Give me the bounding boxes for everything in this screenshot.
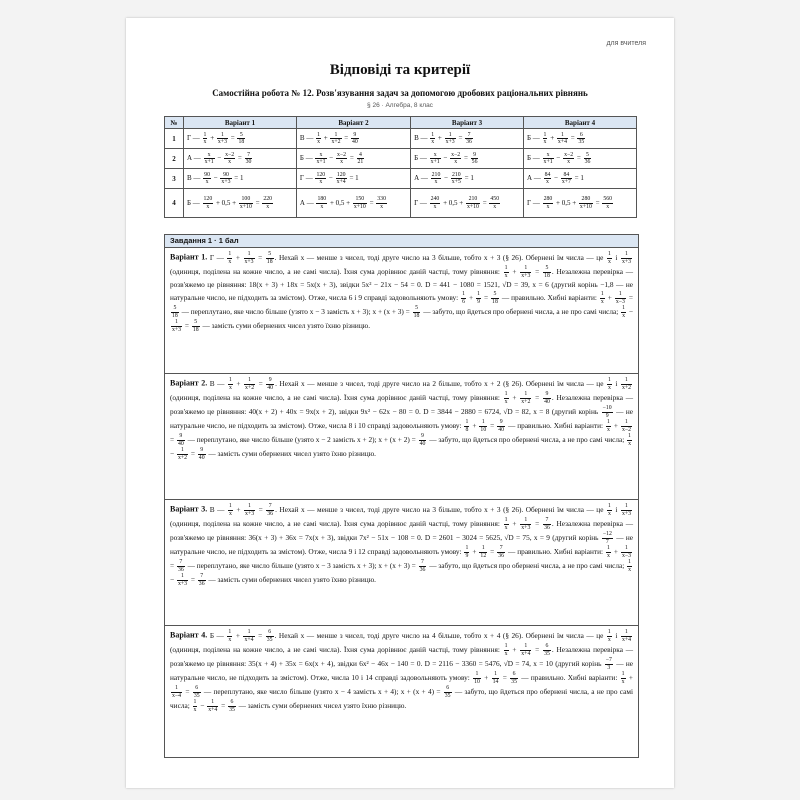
- fraction: $\frac{1}{x}$: [317, 131, 320, 145]
- fraction: $\frac{1}{x}$: [606, 545, 610, 559]
- fraction: $\frac{7}{36}$: [177, 559, 184, 573]
- fraction: $\frac{1}{x}$: [504, 391, 508, 405]
- row-number: 1: [165, 129, 184, 149]
- table-cell: В — $\frac{1}{x}$ + $\frac{1}{x+2}$ = $\frac{9}{40}$: [296, 129, 410, 149]
- fraction: $\frac{6}{35}$: [544, 643, 550, 657]
- fraction: $\frac{x}{x+1}$: [204, 151, 214, 165]
- table-cell: В — $\frac{1}{x}$ + $\frac{1}{x+3}$ = $\frac{7}{36}$: [411, 129, 524, 149]
- variant-label: Варіант 1.: [170, 252, 208, 262]
- fraction: $\frac{1}{x}$: [628, 433, 631, 447]
- fraction: $\frac{5}{18}$: [238, 131, 245, 145]
- fraction: $\frac{-12}{7}$: [602, 531, 612, 545]
- fraction: $\frac{9}{40}$: [498, 419, 505, 433]
- fraction: $\frac{1}{x+2}$: [521, 391, 531, 405]
- fraction: $\frac{1}{x}$: [606, 419, 610, 433]
- fraction: $\frac{1}{x-3}$: [621, 545, 632, 559]
- fraction: $\frac{x-2}{x}$: [336, 151, 347, 165]
- fraction: $\frac{100}{x+10}$: [239, 196, 252, 210]
- fraction: $\frac{220}{x}$: [263, 196, 273, 210]
- fraction: $\frac{1}{9}$: [477, 291, 480, 305]
- fraction: $\frac{5}{18}$: [172, 305, 178, 319]
- row-number: 4: [165, 189, 184, 218]
- fraction: $\frac{1}{x-2}$: [621, 419, 632, 433]
- fraction: $\frac{560}{x}$: [603, 196, 613, 210]
- variant-label: Варіант 3.: [170, 504, 208, 514]
- fraction: $\frac{1}{10}$: [480, 419, 487, 433]
- fraction: $\frac{210}{x}$: [431, 171, 441, 185]
- fraction: $\frac{1}{x-3}$: [615, 291, 625, 305]
- fraction: $\frac{6}{35}$: [444, 685, 451, 699]
- fraction: $\frac{280}{x}$: [543, 196, 553, 210]
- fraction: $\frac{7}{36}$: [198, 573, 205, 587]
- fraction: $\frac{7}{30}$: [245, 151, 252, 165]
- fraction: $\frac{1}{x+4}$: [521, 643, 531, 657]
- fraction: $\frac{1}{x+2}$: [621, 377, 632, 391]
- fraction: $\frac{90}{x}$: [204, 171, 210, 185]
- fraction: $\frac{7}{36}$: [419, 559, 426, 573]
- variant-text: В — $\frac{1}{x}$ + $\frac{1}{x+3}$ = $\frac{7}{36}$ . Нехай x — менше з чисел, тоді друге число на 3 більше, тобто x + 3 (§ 26). Обернені їм числа — це $\frac{1}{x}$ і $\frac{1}{x+3}$ (одиниця, поділена на кожне число, а не самі числа). Їхня сума дорівнює даній частці, тому рівняння: $\frac{1}{x}$ + $\frac{1}{x+3}$ = $\frac{7}{36}$ . Незалежна перевірка — розв'яжемо це рівняння: 36(x + 3) + 36x = 7x(x + 3), звідки 7x² − 51x − 108 = 0. D = 2601 − 3024 = 5625, √D = 75, x = 9 (другий корінь $\frac{-12}{7}$ — не натуральне число, не підходить за змістом). Отже, числа 9 і 12 справді задовольняють умову: $\frac{1}{9}$ + $\frac{1}{12}$ = $\frac{7}{36}$ — правильно. Хибні варіанти: $\frac{1}{x}$ + $\frac{1}{x-3}$ = $\frac{7}{36}$ — переплутано, яке число більше (узято x − 3 замість x + 3); x + (x + 3) = $\frac{7}{36}$ — забуто, що йдеться про обернені числа, а не про самі числа; $\frac{1}{x}$ − $\frac{1}{x+3}$ = $\frac{7}{36}$ — замість суми обернених чисел узято їхню різницю.: [170, 503, 634, 587]
- fraction: $\frac{1}{x}$: [504, 517, 508, 531]
- fraction: $\frac{84}{x}$: [544, 171, 551, 185]
- fraction: $\frac{1}{x}$: [504, 265, 508, 279]
- fraction: $\frac{1}{x}$: [228, 377, 232, 391]
- fraction: $\frac{1}{8}$: [465, 419, 469, 433]
- table-cell: Г — $\frac{1}{x}$ + $\frac{1}{x+3}$ = $\frac{5}{18}$: [184, 129, 297, 149]
- fraction: $\frac{x-2}{x}$: [225, 151, 235, 165]
- fraction: $\frac{9}{40}$: [198, 447, 205, 461]
- page-subtitle: Самостійна робота № 12. Розв'язування задач за допомогою дробових раціональних рівнянь: [212, 88, 588, 98]
- fraction: $\frac{4}{21}$: [357, 151, 364, 165]
- fraction: $\frac{-7}{3}$: [605, 657, 612, 671]
- fraction: $\frac{1}{x+3}$: [621, 503, 632, 517]
- fraction: $\frac{1}{x}$: [193, 699, 197, 713]
- fraction: $\frac{1}{x}$: [543, 131, 547, 145]
- variant-explanation-1: [165, 248, 638, 374]
- fraction: $\frac{1}{x+3}$: [521, 265, 531, 279]
- col-header-number: №: [165, 117, 184, 129]
- table-cell: Б — $\frac{x}{x+1}$ − $\frac{x-2}{x}$ = $\frac{9}{56}$: [411, 149, 524, 169]
- fraction: $\frac{7}{36}$: [498, 545, 505, 559]
- table-cell: А — $\frac{x}{x+1}$ − $\frac{x-2}{x}$ = $\frac{7}{30}$: [184, 149, 297, 169]
- fraction: $\frac{1}{9}$: [465, 545, 469, 559]
- fraction: $\frac{1}{x+4}$: [244, 629, 254, 643]
- fraction: $\frac{1}{x+3}$: [217, 131, 227, 145]
- table-cell: Б — $\frac{1}{x}$ + $\frac{1}{x+4}$ = $\frac{6}{35}$: [524, 129, 637, 149]
- fraction: $\frac{1}{x+4}$: [557, 131, 567, 145]
- fraction: $\frac{9}{40}$: [419, 433, 426, 447]
- table-row: [165, 189, 637, 218]
- variant-text: В — $\frac{1}{x}$ + $\frac{1}{x+2}$ = $\frac{9}{40}$ . Нехай x — менше з чисел, тоді друге число на 2 більше, тобто x + 2 (§ 26). Обернені їм числа — це $\frac{1}{x}$ і $\frac{1}{x+2}$ (одиниця, поділена на кожне число, а не самі числа). Їхня сума дорівнює даній частці, тому рівняння: $\frac{1}{x}$ + $\frac{1}{x+2}$ = $\frac{9}{40}$ . Незалежна перевірка — розв'яжемо це рівняння: 40(x + 2) + 40x = 9x(x + 2), звідки 9x² − 62x − 80 = 0. D = 3844 − 2880 = 6724, √D = 82, x = 8 (другий корінь $\frac{-10}{9}$ — не натуральне число, не підходить за змістом). Отже, числа 8 і 10 справді задовольняють умову: $\frac{1}{8}$ + $\frac{1}{10}$ = $\frac{9}{40}$ — правильно. Хибні варіанти: $\frac{1}{x}$ + $\frac{1}{x-2}$ = $\frac{9}{40}$ — переплутано, яке число більше (узято x − 2 замість x + 2); x + (x + 2) = $\frac{9}{40}$ — забуто, що йдеться про обернені числа, а не про самі числа; $\frac{1}{x}$ − $\frac{1}{x+2}$ = $\frac{9}{40}$ — замість суми обернених чисел узято їхню різницю.: [170, 377, 634, 461]
- fraction: $\frac{1}{6}$: [462, 291, 465, 305]
- variant-text: Г — $\frac{1}{x}$ + $\frac{1}{x+3}$ = $\frac{5}{18}$ . Нехай x — менше з чисел, тоді друге число на 3 більше, тобто x + 3 (§ 26). Обернені їм числа — це $\frac{1}{x}$ і $\frac{1}{x+3}$ (одиниця, поділена на кожне число, а не самі числа). Їхня сума дорівнює даній частці, тому рівняння: $\frac{1}{x}$ + $\frac{1}{x+3}$ = $\frac{5}{18}$ . Незалежна перевірка — розв'яжемо це рівняння: 18(x + 3) + 18x = 5x(x + 3), звідки 5x² − 21x − 54 = 0. D = 441 − 1080 = 1521, √D = 39, x = 6 (другий корінь −1,8 — не натуральне число, не підходить за змістом). Отже, числа 6 і 9 справді задовольняють умову: $\frac{1}{6}$ + $\frac{1}{9}$ = $\frac{5}{18}$ — правильно. Хибні варіанти: $\frac{1}{x}$ + $\frac{1}{x-3}$ = $\frac{5}{18}$ — переплутано, яке число більше (узято x − 3 замість x + 3); x + (x + 3) = $\frac{5}{18}$ — забуто, що йдеться про обернені числа, а не про самі числа; $\frac{1}{x}$ − $\frac{1}{x+3}$ = $\frac{5}{18}$ — замість суми обернених чисел узято їхню різницю.: [170, 251, 634, 333]
- table-cell: Г — $\frac{280}{x}$ + 0,5 + $\frac{280}{x+10}$ = $\frac{560}{x}$: [524, 189, 637, 218]
- task-block: [164, 234, 639, 758]
- row-number: 3: [165, 169, 184, 189]
- fraction: $\frac{180}{x}$: [317, 196, 327, 210]
- col-header-variant-2: Варіант 2: [296, 117, 410, 129]
- col-header-variant-4: Варіант 4: [524, 117, 637, 129]
- fraction: $\frac{1}{x+3}$: [521, 517, 531, 531]
- page-meta: § 26 · Алгебра, 8 клас: [367, 102, 433, 109]
- fraction: $\frac{1}{x}$: [228, 629, 232, 643]
- table-row: [165, 149, 637, 169]
- fraction: $\frac{6}{35}$: [578, 131, 585, 145]
- fraction: $\frac{5}{18}$: [192, 319, 199, 333]
- fraction: $\frac{120}{x+4}$: [336, 171, 346, 185]
- fraction: $\frac{1}{x}$: [203, 131, 207, 145]
- fraction: $\frac{1}{x}$: [607, 251, 611, 265]
- col-header-variant-1: Варіант 1: [184, 117, 297, 129]
- fraction: $\frac{1}{x+3}$: [177, 573, 188, 587]
- fraction: $\frac{9}{40}$: [351, 131, 358, 145]
- fraction: $\frac{7}{36}$: [466, 131, 472, 145]
- table-row: [165, 129, 637, 149]
- fraction: $\frac{1}{x+3}$: [445, 131, 455, 145]
- fraction: $\frac{120}{x}$: [316, 171, 326, 185]
- table-cell: Г — $\frac{120}{x}$ − $\frac{120}{x+4}$ = 1: [296, 169, 410, 189]
- fraction: $\frac{x-2}{x}$: [451, 151, 461, 165]
- answers-table-header: [165, 117, 637, 129]
- table-cell: Г — $\frac{240}{x}$ + 0,5 + $\frac{210}{x+10}$ = $\frac{450}{x}$: [411, 189, 524, 218]
- fraction: $\frac{5}{18}$: [413, 305, 420, 319]
- fraction: $\frac{5}{36}$: [584, 151, 591, 165]
- fraction: $\frac{1}{x+2}$: [177, 447, 188, 461]
- fraction: $\frac{1}{x}$: [622, 305, 626, 319]
- fraction: $\frac{1}{x+4}$: [208, 699, 218, 713]
- fraction: $\frac{6}{35}$: [229, 699, 235, 713]
- fraction: $\frac{6}{35}$: [266, 629, 273, 643]
- fraction: $\frac{5}{18}$: [492, 291, 498, 305]
- fraction: $\frac{330}{x}$: [377, 196, 386, 210]
- fraction: $\frac{-10}{9}$: [602, 405, 612, 419]
- fraction: $\frac{1}{x}$: [228, 503, 232, 517]
- fraction: $\frac{9}{40}$: [267, 377, 274, 391]
- fraction: $\frac{5}{18}$: [544, 265, 550, 279]
- variant-explanation-3: [165, 500, 638, 626]
- fraction: $\frac{1}{x+4}$: [621, 629, 632, 643]
- row-number: 2: [165, 149, 184, 169]
- table-cell: В — $\frac{90}{x}$ − $\frac{90}{x+3}$ = 1: [184, 169, 297, 189]
- col-header-variant-3: Варіант 3: [411, 117, 524, 129]
- fraction: $\frac{9}{40}$: [177, 433, 184, 447]
- table-cell: А — $\frac{180}{x}$ + 0,5 + $\frac{150}{x+10}$ = $\frac{330}{x}$: [296, 189, 410, 218]
- fraction: $\frac{x-2}{x}$: [564, 151, 574, 165]
- answers-table: [164, 116, 637, 218]
- fraction: $\frac{1}{x+2}$: [245, 377, 255, 391]
- task-heading: Завдання 1 · 1 бал: [165, 235, 638, 248]
- fraction: $\frac{1}{x+3}$: [172, 319, 182, 333]
- fraction: $\frac{x}{x+1}$: [316, 151, 326, 165]
- fraction: $\frac{1}{x}$: [600, 291, 604, 305]
- fraction: $\frac{1}{x+3}$: [244, 251, 254, 265]
- variant-explanation-4: [165, 626, 638, 752]
- fraction: $\frac{450}{x}$: [490, 196, 500, 210]
- fraction: $\frac{7}{36}$: [267, 503, 274, 517]
- fraction: $\frac{9}{56}$: [471, 151, 478, 165]
- table-cell: А — $\frac{84}{x}$ − $\frac{84}{x+7}$ = 1: [524, 169, 637, 189]
- fraction: $\frac{6}{35}$: [193, 685, 200, 699]
- variant-label: Варіант 4.: [170, 630, 208, 640]
- fraction: $\frac{1}{x}$: [504, 643, 508, 657]
- variant-explanation-2: [165, 374, 638, 500]
- for-teacher-label: для вчителя: [606, 40, 646, 47]
- fraction: $\frac{84}{x+7}$: [561, 171, 571, 185]
- fraction: $\frac{1}{x}$: [628, 559, 631, 573]
- fraction: $\frac{150}{x+10}$: [353, 196, 366, 210]
- table-row: [165, 169, 637, 189]
- page-title: Відповіді та критерії: [329, 62, 471, 78]
- fraction: $\frac{240}{x}$: [430, 196, 440, 210]
- document-page: [126, 18, 674, 788]
- table-cell: А — $\frac{210}{x}$ − $\frac{210}{x+5}$ = 1: [411, 169, 524, 189]
- table-cell: Б — $\frac{x}{x+1}$ − $\frac{x-2}{x}$ = $\frac{5}{36}$: [524, 149, 637, 169]
- fraction: $\frac{1}{x+2}$: [331, 131, 341, 145]
- fraction: $\frac{1}{14}$: [492, 671, 499, 685]
- fraction: $\frac{1}{10}$: [474, 671, 480, 685]
- table-cell: Б — $\frac{120}{x}$ + 0,5 + $\frac{100}{x+10}$ = $\frac{220}{x}$: [184, 189, 297, 218]
- variant-label: Варіант 2.: [170, 378, 208, 388]
- fraction: $\frac{280}{x+10}$: [579, 196, 592, 210]
- fraction: $\frac{x}{x+1}$: [543, 151, 553, 165]
- fraction: $\frac{6}{35}$: [511, 671, 517, 685]
- fraction: $\frac{1}{x+3}$: [245, 503, 255, 517]
- variant-text: Б — $\frac{1}{x}$ + $\frac{1}{x+4}$ = $\frac{6}{35}$ . Нехай x — менше з чисел, тоді друге число на 4 більше, тобто x + 4 (§ 26). Обернені їм числа — це $\frac{1}{x}$ і $\frac{1}{x+4}$ (одиниця, поділена на кожне число, а не самі числа). Їхня сума дорівнює даній частці, тому рівняння: $\frac{1}{x}$ + $\frac{1}{x+4}$ = $\frac{6}{35}$ . Незалежна перевірка — розв'яжемо це рівняння: 35(x + 4) + 35x = 6x(x + 4), звідки 6x² − 46x − 140 = 0. D = 2116 − 3360 = 5476, √D = 74, x = 10 (другий корінь $\frac{-7}{3}$ — не натуральне число, не підходить за змістом). Отже, числа 10 і 14 справді задовольняють умову: $\frac{1}{10}$ + $\frac{1}{14}$ = $\frac{6}{35}$ — правильно. Хибні варіанти: $\frac{1}{x}$ + $\frac{1}{x-4}$ = $\frac{6}{35}$ — переплутано, яке число більше (узято x − 4 замість x + 4); x + (x + 4) = $\frac{6}{35}$ — забуто, що йдеться про обернені числа, а не про самі числа; $\frac{1}{x}$ − $\frac{1}{x+4}$ = $\frac{6}{35}$ — замість суми обернених чисел узято їхню різницю.: [170, 629, 634, 713]
- fraction: $\frac{120}{x}$: [203, 196, 213, 210]
- fraction: $\frac{210}{x+10}$: [466, 196, 479, 210]
- fraction: $\frac{5}{18}$: [266, 251, 273, 265]
- fraction: $\frac{1}{x-4}$: [172, 685, 182, 699]
- fraction: $\frac{7}{36}$: [544, 517, 550, 531]
- fraction: $\frac{1}{x}$: [607, 629, 611, 643]
- fraction: $\frac{x}{x+1}$: [430, 151, 440, 165]
- fraction: $\frac{1}{12}$: [480, 545, 487, 559]
- fraction: $\frac{9}{40}$: [544, 391, 550, 405]
- fraction: $\frac{90}{x+3}$: [221, 171, 231, 185]
- fraction: $\frac{210}{x+5}$: [451, 171, 461, 185]
- fraction: $\frac{1}{x}$: [228, 251, 232, 265]
- fraction: $\frac{1}{x}$: [607, 503, 611, 517]
- fraction: $\frac{1}{x}$: [431, 131, 435, 145]
- fraction: $\frac{1}{x+3}$: [621, 251, 632, 265]
- table-cell: Б — $\frac{x}{x+1}$ − $\frac{x-2}{x}$ = $\frac{4}{21}$: [296, 149, 410, 169]
- fraction: $\frac{1}{x}$: [607, 377, 611, 391]
- fraction: $\frac{1}{x}$: [621, 671, 625, 685]
